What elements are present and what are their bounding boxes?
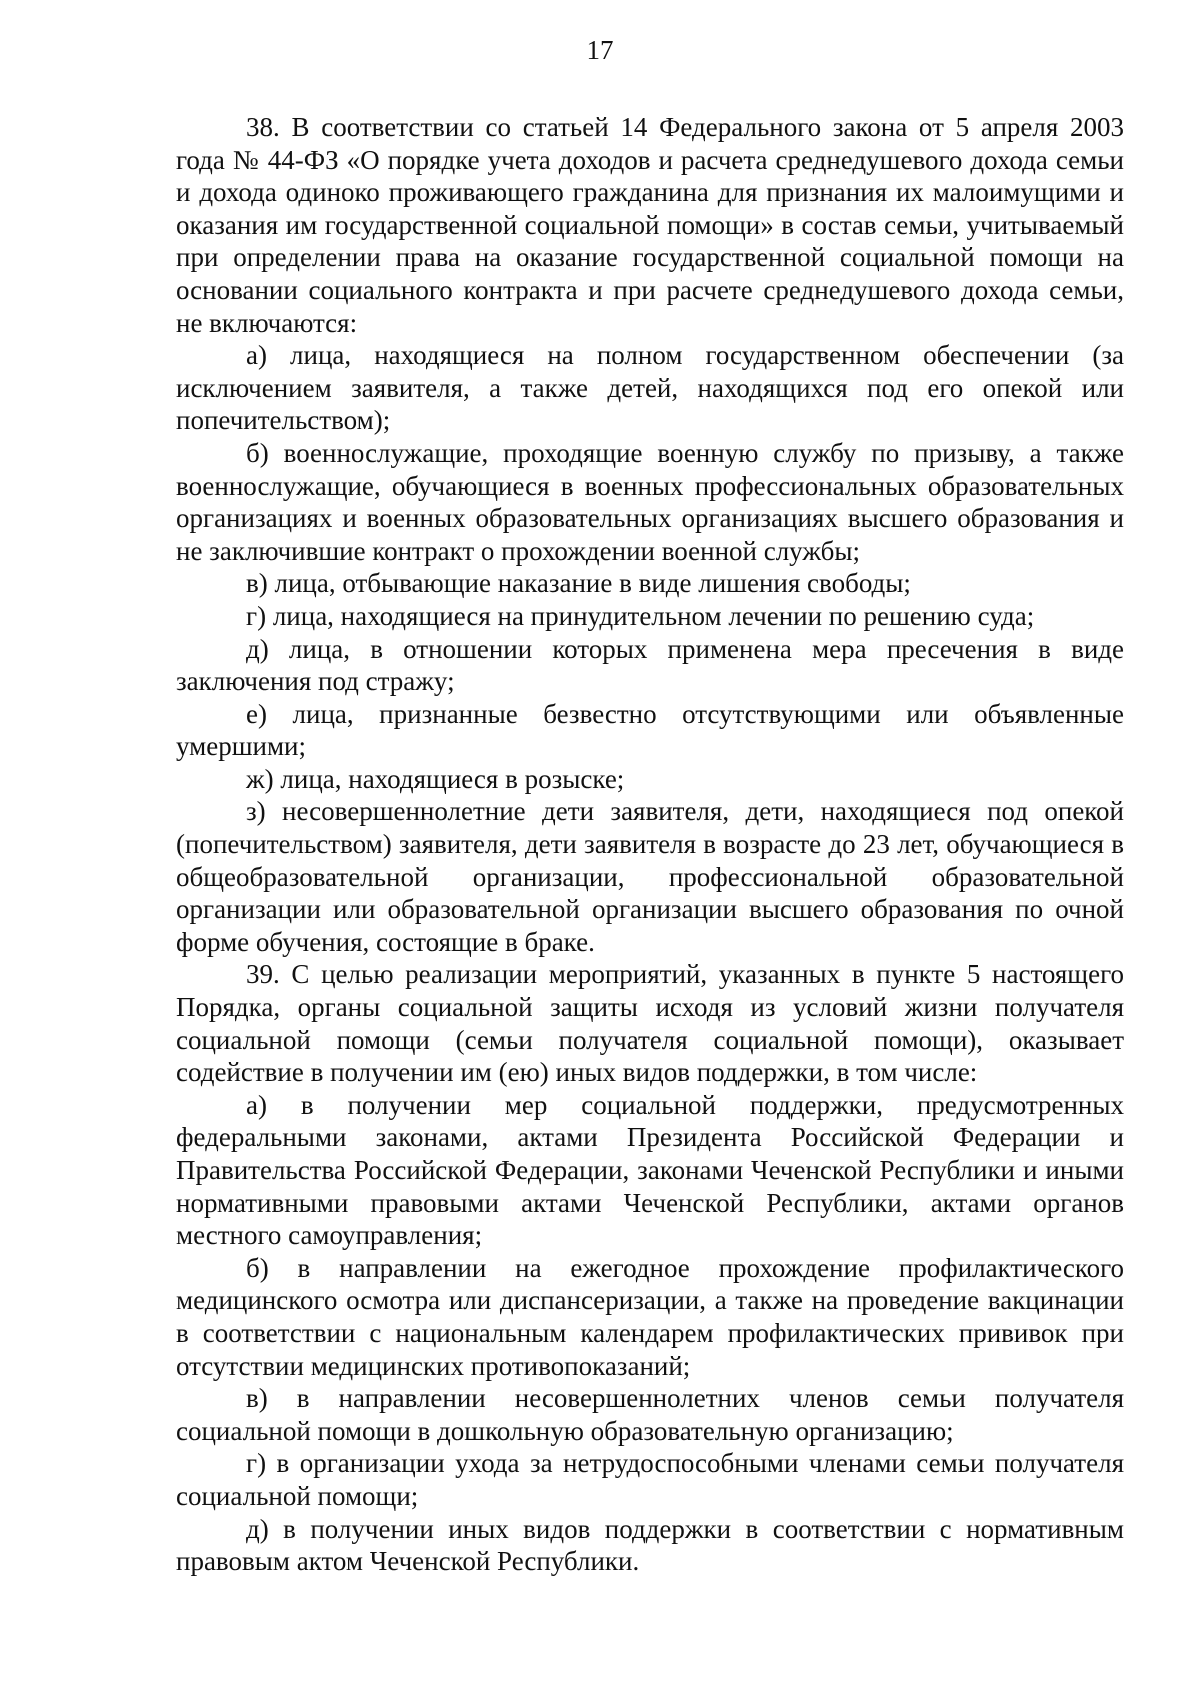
paragraph-38-b: б) военнослужащие, проходящие военную службу по призыву, а также военнослужащие, обучающиеся в военных профессиональных образовательных организациях и военных образовательных организациях высшего образования и не заключившие контракт о прохождении военной службы; [176, 437, 1124, 566]
page-number: 17 [586, 35, 614, 65]
paragraph-38: 38. В соответствии со статьей 14 Федерального закона от 5 апреля 2003 года № 44-ФЗ «О порядке учета доходов и расчета среднедушевого дохода семьи и дохода одиноко проживающего гражданина для признания их малоимущими и оказания им государственной социальной помощи» в состав семьи, учитываемый при определении права на оказание государственной социальной помощи на основании социального контракта и при расчете среднедушевого дохода семьи, не включаются: [176, 112, 1124, 338]
paragraph-39-a: а) в получении мер социальной поддержки, предусмотренных федеральными законами, актами Президента Российской Федерации и Правительства Российской Федерации, законами Чеченской Республики и иными нормативными правовыми актами Чеченской Республики, актами органов местного самоуправления; [176, 1089, 1124, 1251]
paragraph-38-d: д) лица, в отношении которых применена мера пресечения в виде заключения под стражу; [176, 633, 1124, 697]
paragraph-39-g: г) в организации ухода за нетрудоспособными членами семьи получателя социальной помощи; [176, 1448, 1124, 1511]
paragraph-39: 39. С целью реализации мероприятий, указанных в пункте 5 настоящего Порядка, органы социальной защиты исходя из условий жизни получателя социальной помощи (семьи получателя социальной помощи), оказывает содействие в получении им (ею) иных видов поддержки, в том числе: [176, 959, 1124, 1088]
document-body [176, 111, 1124, 1578]
paragraph-39-b: б) в направлении на ежегодное прохождение профилактического медицинского осмотра или диспансеризации, а также на проведение вакцинации в соответствии с национальным календарем профилактических прививок при отсутствии медицинских противопоказаний; [176, 1252, 1124, 1381]
paragraph-38-e: е) лица, признанные безвестно отсутствующими или объявленные умершими; [176, 698, 1124, 762]
paragraph-38-zh: ж) лица, находящиеся в розыске; [246, 763, 625, 794]
paragraph-38-z: з) несовершеннолетние дети заявителя, дети, находящиеся под опекой (попечительством) заявителя, дети заявителя в возрасте до 23 лет, обучающиеся в общеобразовательной организации, профессиональной образовательной организации или образовательной организации высшего образования по очной форме обучения, состоящие в браке. [176, 796, 1124, 957]
paragraph-39-v: в) в направлении несовершеннолетних членов семьи получателя социальной помощи в дошкольную образовательную организацию; [176, 1383, 1124, 1446]
paragraph-38-g: г) лица, находящиеся на принудительном лечении по решению суда; [246, 600, 1035, 631]
paragraph-38-a: а) лица, находящиеся на полном государственном обеспечении (за исключением заявителя, а также детей, находящихся под его опекой или попечительством); [176, 340, 1124, 436]
paragraph-39-d: д) в получении иных видов поддержки в соответствии с нормативным правовым актом Чеченской Республики. [176, 1513, 1124, 1577]
paragraph-38-v: в) лица, отбывающие наказание в виде лишения свободы; [246, 568, 911, 599]
